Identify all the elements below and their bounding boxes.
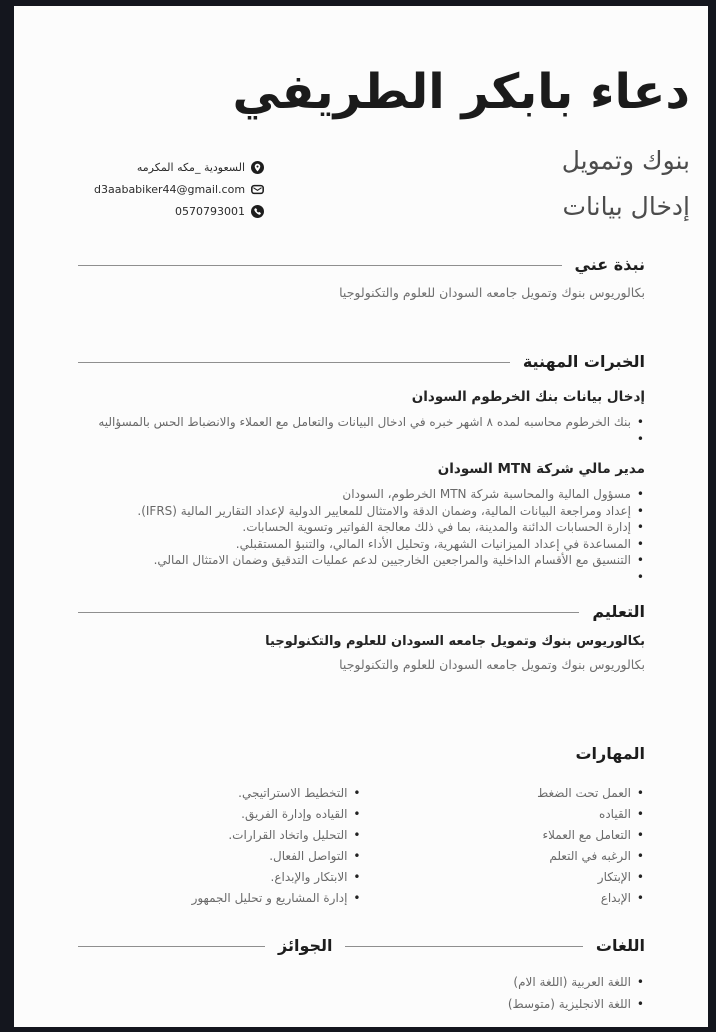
resume-header bbox=[14, 6, 708, 230]
job-bullet: • إعداد ومراجعة البيانات المالية، وضمان الدقة والامتثال للمعايير الدولية لإعداد التقارير المالية (IFRS). bbox=[78, 503, 645, 520]
skills-column-right bbox=[362, 775, 646, 909]
job-bullet: • مسؤول المالية والمحاسبة شركة MTN الخرطوم، السودان bbox=[78, 486, 645, 503]
divider-line bbox=[78, 612, 579, 613]
skill-item: • العمل تحت الضغط bbox=[362, 783, 646, 804]
candidate-titles bbox=[562, 138, 690, 230]
skill-item: • التخطيط الاستراتيجي. bbox=[78, 783, 362, 804]
skills-columns bbox=[78, 775, 645, 909]
language-item: • اللغة العربية (اللغة الام) bbox=[345, 971, 646, 993]
languages-list bbox=[345, 971, 646, 1015]
contact-location-text: السعودية _مكه المكرمه bbox=[136, 160, 246, 174]
section-about-header bbox=[78, 254, 645, 276]
education-degree: بكالوريوس بنوك وتمويل جامعه السودان للعلوم والتكنولوجيا bbox=[265, 634, 645, 649]
section-title-experience: الخبرات المهنية bbox=[522, 352, 645, 371]
location-icon bbox=[251, 161, 264, 174]
skills-column-left bbox=[78, 775, 362, 909]
awards-column bbox=[78, 935, 333, 1015]
section-title-education: التعليم bbox=[592, 602, 645, 621]
job-bullet bbox=[78, 569, 645, 586]
skill-item: • التحليل واتخاد القرارات. bbox=[78, 825, 362, 846]
skill-item: • التواصل الفعال. bbox=[78, 846, 362, 867]
languages-column bbox=[345, 935, 646, 1015]
resume-page bbox=[14, 6, 708, 1027]
phone-icon bbox=[251, 205, 264, 218]
skills-list bbox=[78, 783, 362, 909]
email-icon bbox=[251, 183, 264, 196]
section-title-awards: الجوائز bbox=[278, 936, 333, 955]
language-item: • اللغة الانجليزية (متوسط) bbox=[345, 993, 646, 1015]
skill-item: • إدارة المشاريع و تحليل الجمهور bbox=[78, 888, 362, 909]
job-bullet: • المساعدة في إعداد الميزانيات الشهرية، وتحليل الأداء المالي، والتنبؤ المستقبلي. bbox=[78, 536, 645, 553]
contact-email-text: d3aababiker44@gmail.com bbox=[94, 182, 246, 196]
skill-item: • الإبتكار bbox=[362, 867, 646, 888]
section-experience-header bbox=[78, 351, 645, 373]
about-text: بكالوريوس بنوك وتمويل جامعه السودان للعلوم والتكنولوجيا bbox=[339, 285, 645, 300]
skill-item: • القياده وإدارة الفريق. bbox=[78, 804, 362, 825]
education-detail: بكالوريوس بنوك وتمويل جامعه السودان للعلوم والتكنولوجيا bbox=[339, 657, 645, 672]
contact-email bbox=[94, 178, 264, 200]
skill-item: • الإبداع bbox=[362, 888, 646, 909]
header-row bbox=[94, 138, 690, 230]
skill-item: • الرغبه في التعلم bbox=[362, 846, 646, 867]
divider-line bbox=[78, 946, 265, 947]
skill-item: • التعامل مع العملاء bbox=[362, 825, 646, 846]
job-bullet: • التنسيق مع الأقسام الداخلية والمراجعين الخارجيين لدعم عمليات التدقيق وضمان الامتثال المالي. bbox=[78, 552, 645, 569]
section-title-about: نبذة عني bbox=[574, 255, 645, 274]
resume-body bbox=[14, 254, 708, 1015]
divider-line bbox=[345, 946, 583, 947]
section-title-languages: اللغات bbox=[595, 936, 645, 955]
job-title: إدخال بيانات بنك الخرطوم السودان bbox=[411, 389, 645, 405]
divider-line bbox=[78, 265, 562, 266]
skills-list bbox=[362, 783, 646, 909]
divider-line bbox=[78, 362, 510, 363]
job-bullet: • بنك الخرطوم محاسبه لمده ٨ اشهر خبره في ادخال البيانات والتعامل مع العملاء والانضباط الحس بالمسؤاليه bbox=[78, 414, 645, 431]
section-education-header bbox=[78, 601, 645, 623]
contact-block bbox=[94, 156, 264, 222]
section-title-skills: المهارات bbox=[575, 744, 645, 763]
contact-location bbox=[94, 156, 264, 178]
job-bullet-list bbox=[78, 486, 645, 585]
contact-phone bbox=[94, 200, 264, 222]
skill-item: • الابتكار والإبداع. bbox=[78, 867, 362, 888]
title-line-1: بنوك وتمويل bbox=[561, 146, 690, 175]
section-awards-header bbox=[78, 935, 333, 957]
job-title: مدير مالي شركة MTN السودان bbox=[437, 461, 645, 477]
job-bullet-list bbox=[78, 414, 645, 447]
footer-columns bbox=[78, 935, 645, 1015]
job-bullet: • إدارة الحسابات الدائنة والمدينة، بما في ذلك معالجة الفواتير وتسوية الحسابات. bbox=[78, 519, 645, 536]
title-line-2: إدخال بيانات bbox=[562, 192, 690, 221]
job-bullet bbox=[78, 431, 645, 448]
section-skills-header bbox=[78, 743, 645, 765]
skill-item: • القياده bbox=[362, 804, 646, 825]
candidate-name: دعاء بابكر الطريفي bbox=[232, 64, 690, 120]
section-languages-header bbox=[345, 935, 646, 957]
contact-phone-text: 0570793001 bbox=[175, 204, 246, 218]
